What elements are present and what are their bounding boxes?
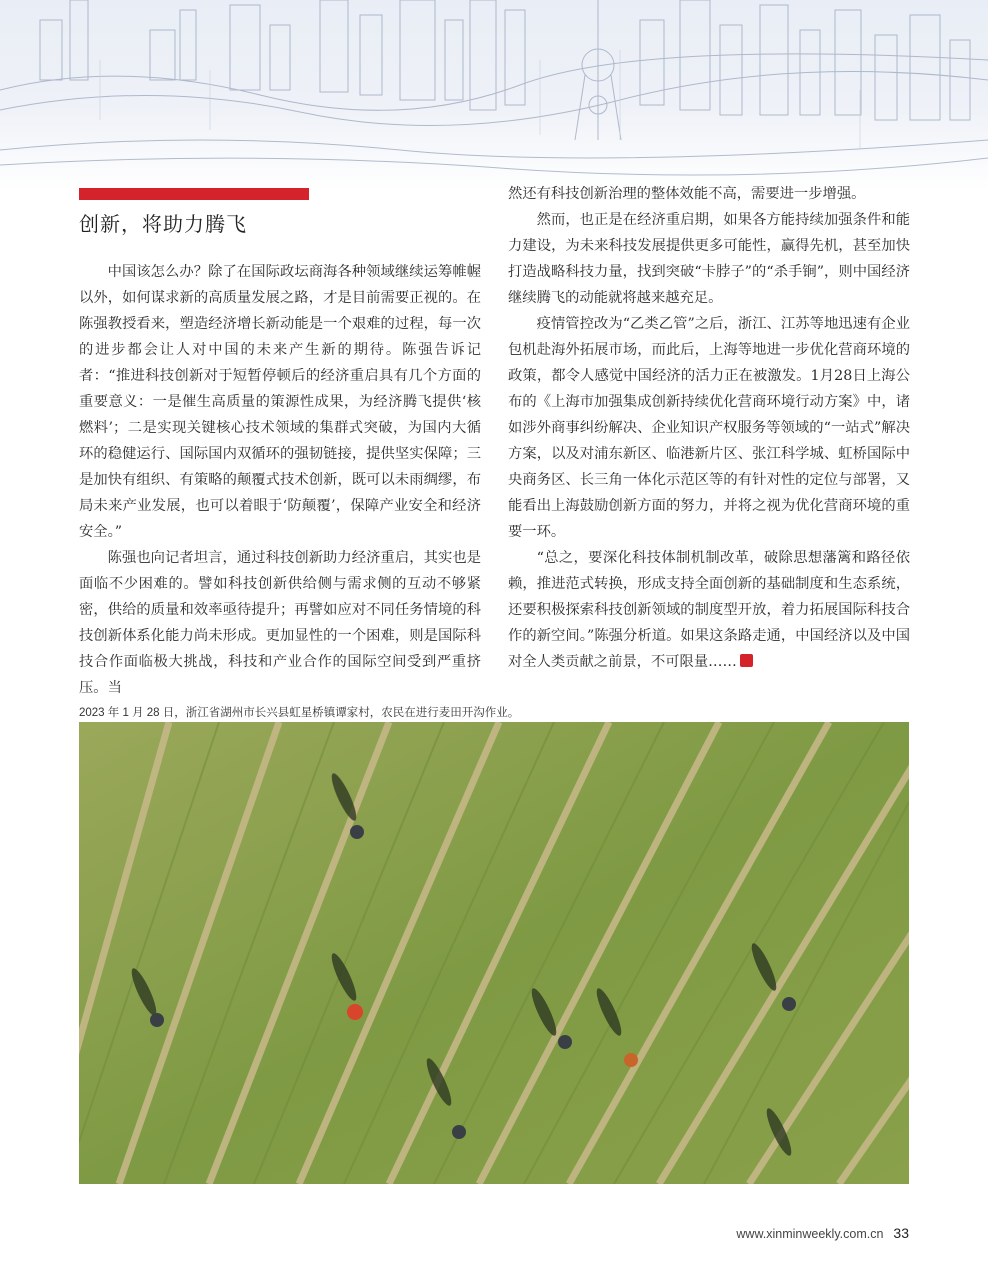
left-paragraph-2: 陈强也向记者坦言，通过科技创新助力经济重启，其实也是面临不少困难的。譬如科技创新供给侧与需求侧的互动不够紧密，供给的质量和效率亟待提升；再譬如应对不同任务情境的科技创新体系化能力尚未形成。更加显性的一个困难，则是国际科技合作面临极大挑战，科技和产业合作的国际空间受到严重挤压。当 xyxy=(79,550,481,696)
page-number: 33 xyxy=(893,1225,909,1241)
photo-caption: 2023 年 1 月 28 日，浙江省湖州市长兴县虹星桥镇谭家村，农民在进行麦田开沟作业。 xyxy=(79,707,520,719)
left-column xyxy=(79,259,481,701)
end-mark-icon xyxy=(740,654,753,667)
right-paragraph-4 xyxy=(508,545,910,675)
field-aerial-illustration xyxy=(79,722,909,1184)
right-column xyxy=(508,181,910,675)
cityscape-sketch xyxy=(0,0,988,190)
right-paragraph-2: 然而，也正是在经济重启期，如果各方能持续加强条件和能力建设，为未来科技发展提供更多可能性，赢得先机，甚至加快打造战略科技力量，找到突破“卡脖子”的“杀手锏”，则中国经济继续腾飞的动能就将越来越充足。 xyxy=(508,212,910,306)
section-title: 创新，将助力腾飞 xyxy=(79,212,247,236)
wheat-field-photo xyxy=(79,722,909,1184)
header-cityscape-illustration xyxy=(0,0,988,190)
right-paragraph-3: 疫情管控改为“乙类乙管”之后，浙江、江苏等地迅速有企业包机赴海外拓展市场，而此后，上海等地进一步优化营商环境的政策，都令人感觉中国经济的活力正在被激发。1月28日上海公布的《上海市加强集成创新持续优化营商环境行动方案》中，诸如涉外商事纠纷解决、企业知识产权服务等领域的“一站式”解决方案，以及对浦东新区、临港新片区、张江科学城、虹桥国际中央商务区、长三角一体化示范区等的有针对性的定位与部署，又能看出上海鼓励创新方面的努力，并将之视为优化营商环境的重要一环。 xyxy=(508,316,910,540)
section-accent-bar xyxy=(79,188,309,200)
right-paragraph-continued: 然还有科技创新治理的整体效能不高，需要进一步增强。 xyxy=(508,186,866,202)
page-footer xyxy=(736,1225,909,1243)
footer-url[interactable]: www.xinminweekly.com.cn xyxy=(736,1227,884,1241)
right-paragraph-4-text: “总之，要深化科技体制机制改革，破除思想藩篱和路径依赖，推进范式转换，形成支持全面创新的基础制度和生态系统，还要积极探索科技创新领域的制度型开放，着力拓展国际科技合作的新空间。”陈强分析道。如果这条路走通，中国经济以及中国对全人类贡献之前景，不可限量…… xyxy=(508,550,910,670)
left-paragraph-1: 中国该怎么办？除了在国际政坛商海各种领域继续运筹帷幄以外，如何谋求新的高质量发展之路，才是目前需要正视的。在陈强教授看来，塑造经济增长新动能是一个艰难的过程，每一次的进步都会让人对中国的未来产生新的期待。陈强告诉记者：“推进科技创新对于短暂停顿后的经济重启具有几个方面的重要意义：一是催生高质量的策源性成果，为经济腾飞提供‘核燃料’；二是实现关键核心技术领域的集群式突破，为国内大循环的稳健运行、国际国内双循环的强韧链接，提供坚实保障；三是加快有组织、有策略的颠覆式技术创新，既可以未雨绸缪，布局未来产业发展，也可以着眼于‘防颠覆’，保障产业安全和经济安全。” xyxy=(79,264,481,540)
